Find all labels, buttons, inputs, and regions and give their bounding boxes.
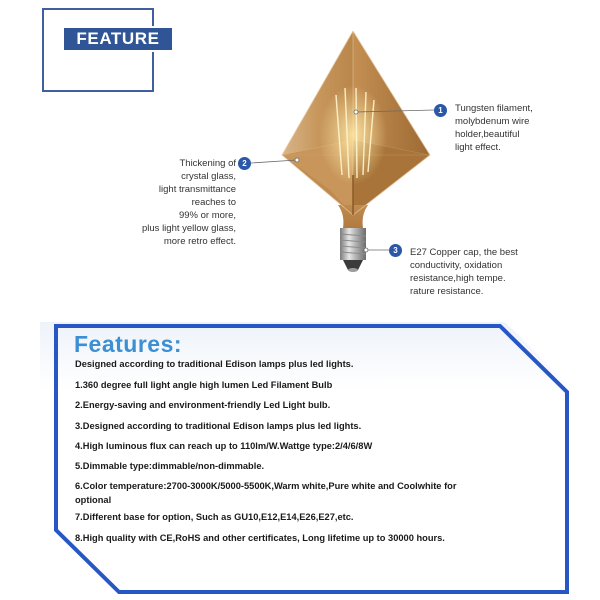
feature-item: 8.High quality with CE,RoHS and other certificates, Long lifetime up to 30000 hours. — [75, 533, 445, 543]
callout-marker-2: 2 — [238, 157, 251, 170]
feature-item: 2.Energy-saving and environment-friendly Led Light bulb. — [75, 400, 331, 410]
callout-2-line: plus light yellow glass, — [142, 223, 236, 234]
callout-3-line: conductivity, oxidation — [410, 260, 503, 271]
feature-item: 6.Color temperature:2700-3000K/5000-5500K,Warm white,Pure white and Coolwhite for optional — [75, 481, 457, 505]
callout-1-line: light effect. — [455, 142, 501, 153]
callout-2-line: more retro effect. — [163, 236, 236, 247]
callout-2-line: 99% or more, — [178, 210, 236, 221]
feature-item: 4.High luminous flux can reach up to 110lm/W.Wattge type:2/4/6/8W — [75, 441, 373, 451]
feature-item: 5.Dimmable type:dimmable/non-dimmable. — [75, 461, 265, 471]
callout-2-line: light transmittance — [158, 184, 236, 195]
callout-2-line: reaches to — [191, 197, 236, 208]
callout-3-line: rature resistance. — [410, 286, 484, 297]
callout-1-line: Tungsten filament, — [455, 103, 533, 114]
feature-item: 1.360 degree full light angle high lumen Led Filament Bulb — [75, 380, 333, 390]
callout-marker-3: 3 — [389, 244, 402, 257]
callout-2-line: crystal glass, — [181, 171, 236, 182]
feature-item: 7.Different base for option, Such as GU10,E12,E14,E26,E27,etc. — [75, 512, 354, 522]
features-title: Features: — [74, 331, 183, 357]
callout-1-line: molybdenum wire — [455, 116, 530, 127]
feature-item: 3.Designed according to traditional Edison lamps plus led lights. — [75, 421, 362, 431]
callout-3-line: E27 Copper cap, the best — [410, 247, 518, 258]
feature-intro: Designed according to traditional Edison lamps plus led lights. — [75, 359, 354, 369]
feature-badge-label: FEATURE — [64, 28, 172, 50]
callout-2-line: Thickening of — [179, 158, 236, 169]
callout-3-line: resistance,high tempe. — [410, 273, 506, 284]
callout-1-line: holder,beautiful — [455, 129, 520, 140]
callout-marker-1: 1 — [434, 104, 447, 117]
